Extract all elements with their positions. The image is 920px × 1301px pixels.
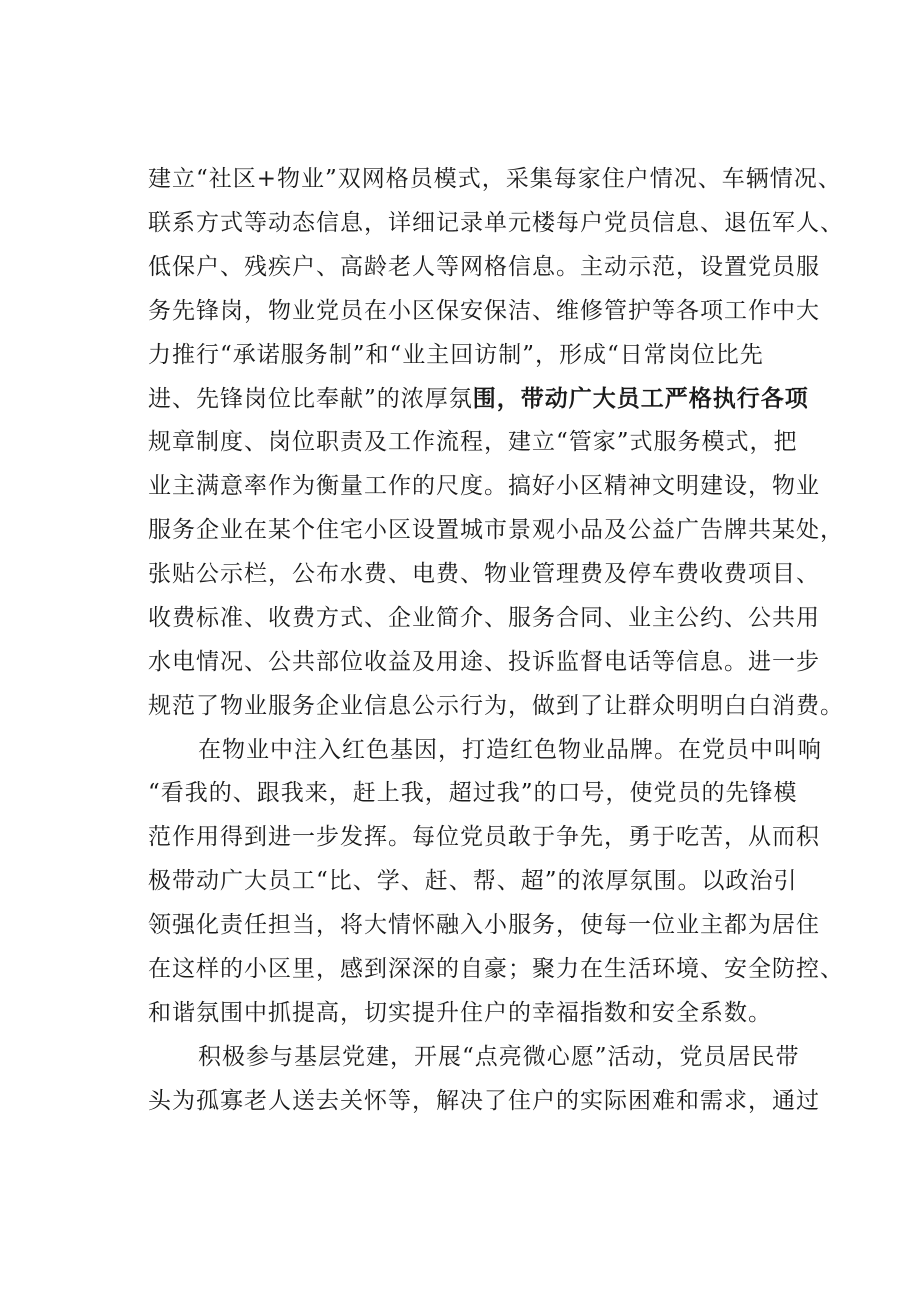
text-line: 极带动广大员工“比、学、赶、帮、超”的浓厚氛围。以政治引 xyxy=(148,868,798,895)
text-line: 水电情况、公共部位收益及用途、投诉监督电话等信息。进一步 xyxy=(148,648,820,675)
text-line: 力推行“承诺服务制”和“业主回访制”，形成“日常岗位比先 xyxy=(148,341,764,368)
text-line: 和谐氛围中抓提高，切实提升住户的幸福指数和安全系数。 xyxy=(148,999,772,1026)
text-line: 低保户、残疾户、高龄老人等网格信息。主动示范，设置党员服 xyxy=(148,253,820,280)
text-line: “看我的、跟我来，赶上我，超过我”的口号，使党员的先锋模 xyxy=(148,780,798,807)
bold-text-segment: 带动广大员工严格执行各项 xyxy=(520,385,809,413)
text-segment: 进、先锋岗位比奉献”的浓厚氛 xyxy=(148,386,473,413)
text-line: 张贴公示栏，公布水费、电费、物业管理费及停车费收费项目、 xyxy=(148,561,820,588)
body-text xyxy=(148,158,844,1124)
text-line: 头为孤寡老人送去关怀等，解决了住户的实际困难和需求，通过 xyxy=(148,1087,820,1114)
text-line: 在这样的小区里，感到深深的自豪；聚力在生活环境、安全防控、 xyxy=(148,956,844,983)
bold-text-segment: 围， xyxy=(472,385,521,413)
text-line: 领强化责任担当，将大情怀融入小服务，使每一位业主都为居住 xyxy=(148,912,820,939)
paragraph-first-line: 在物业中注入红色基因，打造红色物业品牌。在党员中叫响 xyxy=(198,736,822,763)
text-line: 收费标准、收费方式、企业简介、服务合同、业主公约、公共用 xyxy=(148,604,820,631)
text-line: 建立“社区+物业”双网格员模式，采集每家住户情况、车辆情况、 xyxy=(148,166,842,192)
text-line: 范作用得到进一步发挥。每位党员敢于争先，勇于吃苦，从而积 xyxy=(148,824,820,851)
text-line: 规章制度、岗位职责及工作流程，建立“管家”式服务模式，把 xyxy=(148,429,798,456)
text-line: 服务企业在某个住宅小区设置城市景观小品及公益广告牌共某处， xyxy=(148,517,844,544)
paragraph-first-line: 积极参与基层党建，开展“点亮微心愿”活动，党员居民带 xyxy=(198,1043,800,1070)
text-line: 务先锋岗，物业党员在小区保安保洁、维修管护等各项工作中大 xyxy=(148,297,820,324)
text-line-with-emphasis xyxy=(148,377,828,421)
text-line: 业主满意率作为衡量工作的尺度。搞好小区精神文明建设，物业 xyxy=(148,473,820,500)
text-line: 规范了物业服务企业信息公示行为，做到了让群众明明白白消费。 xyxy=(148,692,844,719)
text-line: 联系方式等动态信息，详细记录单元楼每户党员信息、退伍军人、 xyxy=(148,209,844,236)
